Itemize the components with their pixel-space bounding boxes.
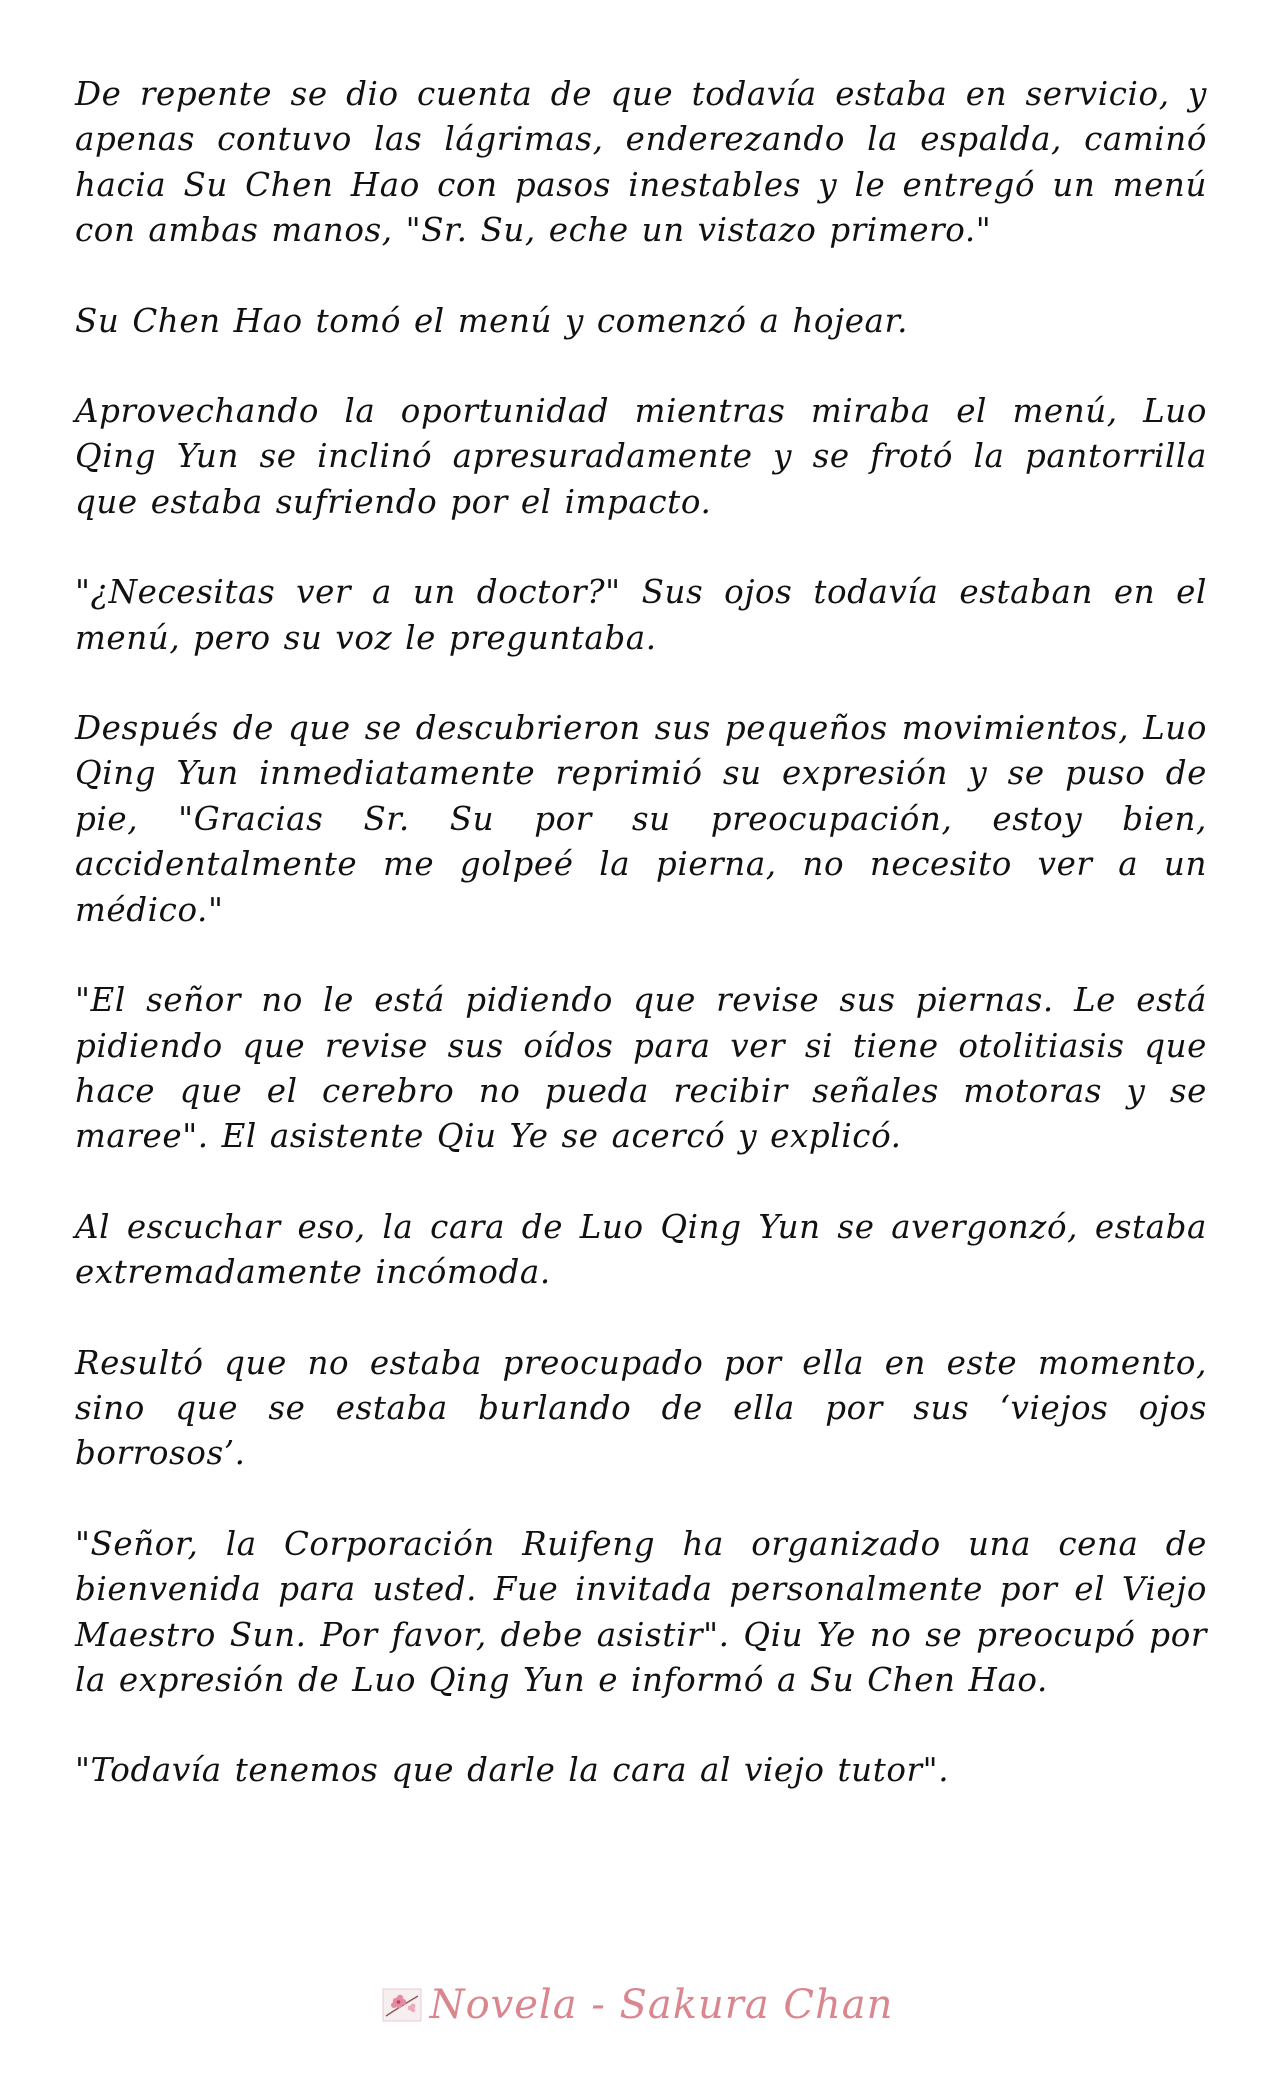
paragraph: "El señor no le está pidiendo que revise sus piernas. Le está pidiendo que revise sus oídos para ver si tiene otolitiasis que hace que el cerebro no pueda recibir señales motoras y se maree". El asistente Qiu Ye se acercó y explicó. — [75, 981, 1207, 1156]
paragraph: De repente se dio cuenta de que todavía estaba en servicio, y apenas contuvo las lágrimas, enderezando la espalda, caminó hacia Su Chen Hao con pasos inestables y le entregó un menú con ambas manos, "Sr. Su, eche un vistazo primero." — [75, 75, 1207, 250]
paragraph: Después de que se descubrieron sus pequeños movimientos, Luo Qing Yun inmediatamente reprimió su expresión y se puso de pie, "Gracias Sr. Su por su preocupación, estoy bien, accidentalmente me golpeé la pierna, no necesito ver a un médico." — [75, 709, 1207, 929]
sakura-blossom-icon — [382, 1988, 422, 2022]
paragraph: Al escuchar eso, la cara de Luo Qing Yun se avergonzó, estaba extremadamente incómoda. — [75, 1207, 1207, 1292]
chapter-text — [75, 72, 1207, 1794]
footer-brand-text: Novela - Sakura Chan — [429, 1982, 894, 2028]
paragraph: Resultó que no estaba preocupado por ella en este momento, sino que se estaba burlando de ella por sus ‘viejos ojos borrosos’. — [75, 1343, 1207, 1473]
paragraph: "Señor, la Corporación Ruifeng ha organizado una cena de bienvenida para usted. Fue invitada personalmente por el Viejo Maestro Sun. Por favor, debe asistir". Qiu Ye no se preocupó por la expresión de Luo Qing Yun e informó a Su Chen Hao. — [75, 1524, 1207, 1699]
paragraph: "Todavía tenemos que darle la cara al viejo tutor". — [75, 1751, 950, 1790]
paragraph: Su Chen Hao tomó el menú y comenzó a hojear. — [75, 301, 909, 340]
paragraph: "¿Necesitas ver a un doctor?" Sus ojos todavía estaban en el menú, pero su voz le preguntaba. — [75, 573, 1207, 657]
footer-watermark — [0, 1982, 1275, 2028]
paragraph: Aprovechando la oportunidad mientras miraba el menú, Luo Qing Yun se inclinó apresuradamente y se frotó la pantorrilla que estaba sufriendo por el impacto. — [75, 392, 1207, 521]
